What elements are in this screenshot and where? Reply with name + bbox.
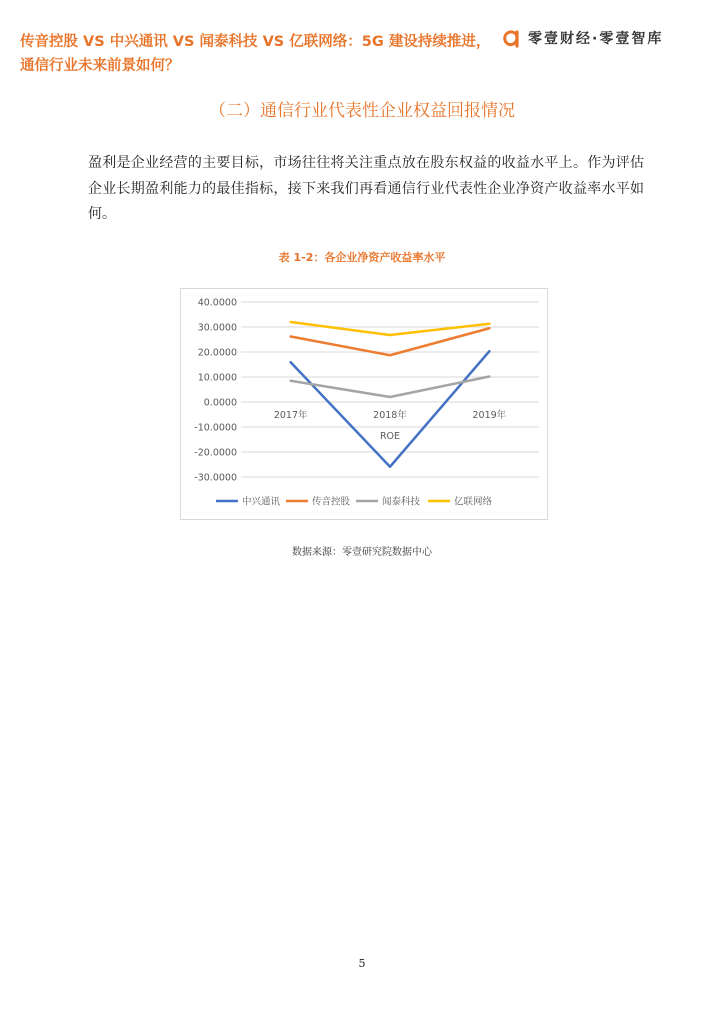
x-tick-label: 2019年 bbox=[472, 410, 507, 421]
chart-canvas bbox=[181, 289, 547, 519]
y-tick-label: 10.0000 bbox=[197, 372, 237, 384]
body-paragraph: 盈利是企业经营的主要目标，市场往往将关注重点放在股东权益的收益水平上。作为评估企业长期盈利能力的最佳指标，接下来我们再看通信行业代表性企业净资产收益率水平如何。 bbox=[88, 155, 644, 222]
legend-label: 闻泰科技 bbox=[382, 496, 421, 508]
page-number: 5 bbox=[358, 957, 366, 970]
series-line bbox=[291, 328, 490, 355]
y-tick-label: 30.0000 bbox=[197, 322, 237, 334]
header-title: 传音控股 VS 中兴通讯 VS 闻泰科技 VS 亿联网络：5G 建设持续推进，通信行业未来前景如何？ bbox=[20, 34, 491, 74]
legend-label: 亿联网络 bbox=[454, 496, 493, 508]
x-tick-label: 2017年 bbox=[273, 410, 308, 421]
brand-a-icon bbox=[502, 28, 522, 48]
legend-label: 中兴通讯 bbox=[242, 496, 281, 508]
brand-logo bbox=[502, 28, 663, 48]
x-axis-label: ROE bbox=[379, 431, 401, 442]
legend-label: 传音控股 bbox=[312, 496, 351, 508]
y-tick-label: 0.0000 bbox=[203, 397, 237, 409]
chart-caption: 表 1-2：各企业净资产收益率水平 bbox=[278, 251, 446, 264]
y-tick-label: -10.0000 bbox=[194, 422, 237, 434]
brand-name: 零壹财经·零壹智库 bbox=[528, 31, 664, 47]
series-line bbox=[291, 322, 490, 335]
section-title: （二）通信行业代表性企业权益回报情况 bbox=[209, 101, 515, 121]
y-tick-label: -30.0000 bbox=[194, 472, 237, 484]
source-note: 数据来源：零壹研究院数据中心 bbox=[292, 547, 432, 558]
roe-line-chart bbox=[180, 288, 548, 520]
y-tick-label: 20.0000 bbox=[197, 347, 237, 359]
y-tick-label: 40.0000 bbox=[197, 297, 237, 309]
x-tick-label: 2018年 bbox=[373, 410, 407, 421]
y-tick-label: -20.0000 bbox=[194, 447, 237, 459]
series-line bbox=[291, 351, 490, 467]
